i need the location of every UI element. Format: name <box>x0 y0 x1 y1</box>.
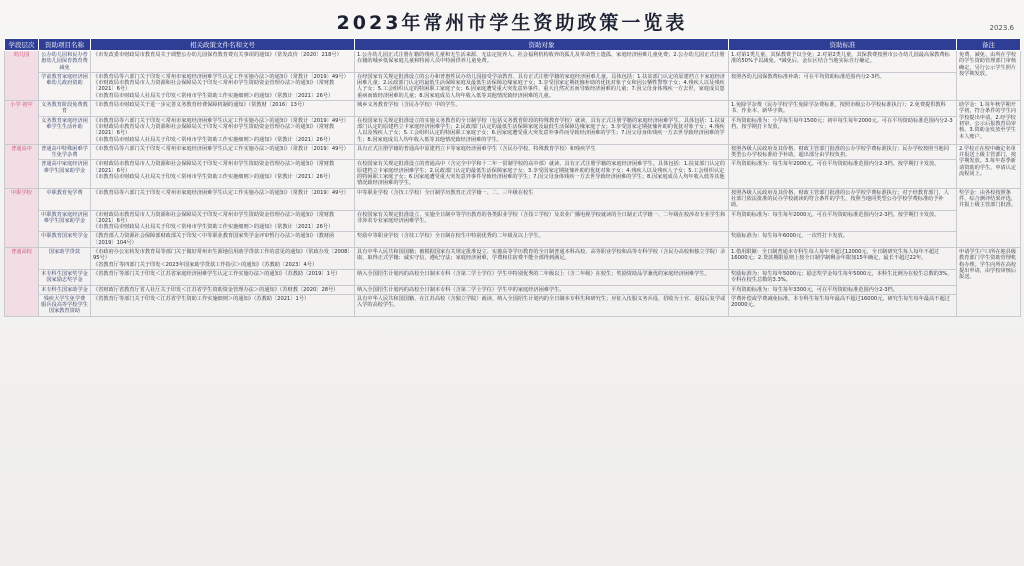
note-cell: 奖学金：由各校按照条件、综合测评结果评选，并报上级主管部门批准。 <box>957 188 1021 247</box>
standard-cell: 平均资助标准为：每生每年3300元，可在平均资助标准范围内分2-3档。 <box>729 285 957 294</box>
standard-cell: 奖励标准为：每生每年5000元；励志奖学金每生每年5000元，本科生比例为在校生总数的3%，专科在校生总数的3.3%。 <box>729 269 957 285</box>
note-cell: 免费、减免、由所在学校的学生资助管理部门审核确定，另行公示学生照片按学期发放。 <box>957 51 1021 101</box>
standard-cell: 按照各幼儿园保教费标准补助；可在平均资助标准范围内分2-3档。 <box>729 72 957 100</box>
standard-cell: 平均资助标准为：每生每年2000元。可在平均资助标准范围内分2-3档。按学期打卡发放。 <box>729 160 957 188</box>
policy-doc: 《市教育局等六部门关于印发＜常州市家庭经济困难学生认定工作实施办法＞的通知》（常教计〔2019〕49号） <box>93 117 349 124</box>
policy-doc: 《市教育局市财政局人社局关于印发＜常州市学生资助工作实施细则＞的通知》（常教计〔2021〕26号） <box>93 92 334 99</box>
policy-cell <box>91 116 355 144</box>
table-row <box>5 232 1021 248</box>
project-cell: 中职教育国家奖学金 <box>39 232 91 248</box>
policy-doc: 《市教育局等六部门关于印发＜常州市家庭经济困难学生认定工作实施办法＞的通知》（常教计〔2019〕49号） <box>93 189 349 196</box>
note-cell: 2.学校正在校中确定名单并报送上级主管部门，按学期发放。3.每年春季新请资助的学生，申请认定流程同上。 <box>957 144 1021 188</box>
standard-cell: 1.对第1类儿童，其保教费予以全免；2.对第2类儿童，其保教费按照市公办幼儿园最高保教费标准的50%予以减免。*减免后，金坛区结合当地实际自行确定。 <box>729 51 957 73</box>
project-cell: 普通高中家庭经济困难学生国家助学金 <box>39 160 91 188</box>
policy-cell <box>91 101 355 117</box>
policy-doc: 《市财政局市教育局市人力资源和社会保障局关于印发＜常州市学生资助资金管理办法＞的通知》（常财教〔2021〕6号） <box>93 161 335 174</box>
target-cell: 在校国家有关规定批准设立的普通高中（含完全中学和十二年一贯制学校的高中部）就读、具有正式注册学籍的家庭经济困难学生。具体包括：1.扶贫部门认定的原建档立卡家庭经济困难学生；2.民政部门认定的最低生活保障家庭子女；3.享受国家定期抚恤补助的优抚对象子女；4.残疾人以及残疾人子女；5.工会组织认定的特困职工家庭子女；6.因家庭遭受重大突发意外事件导致经济困难的学生；7.因父母身体残疾一方去世导致经济困难的学生；8.因家庭成员人均年收入低等其他情况致经济困难的学生。 <box>355 160 729 188</box>
target-cell: 1.公办幼儿园正式注册在籍的残疾儿童和无生活来源、无法定抚养人、社会福利机构收养的孤儿及革命烈士遗孤、家庭经济困难儿童免费；2.公办幼儿园正式注册在籍的城乡低保家庭儿童和特困人员中特困供养儿童免费。 <box>355 51 729 73</box>
standard-cell: 学费补偿或学费减免标准，本专科生每生每年最高不超过16000元，研究生每生每年最高不超过20000元。 <box>729 294 957 316</box>
target-cell: 具有中华人民共和国国籍；被根据国家有关规定批准设立、实施高等学历教育的全日制普通本科高校、高等职业学校和高等专科学校（含民办高校和独立学院）录取，取得正式学籍；诚实守信，遵纪守法；家庭经济困难，学费和住宿费不能全部得到满足。 <box>355 248 729 270</box>
table-row <box>5 188 1021 210</box>
policy-cell <box>91 248 355 270</box>
policy-doc: 《市教育局市财政局人社局关于印发＜常州市学生资助工作实施细则＞的通知》（常教计〔2021〕26号） <box>93 224 334 231</box>
project-cell: 学前教育家庭经济困难幼儿政府资助 <box>39 72 91 100</box>
project-cell: 中职教育家庭经济困难学生国家助学金 <box>39 210 91 232</box>
policy-doc: 《市财政局市教育局市人力资源和社会保障局关于印发＜常州市学生资助资金管理办法＞的通知》（常财教〔2021〕6号） <box>93 123 335 137</box>
project-cell: 中职教育免学费 <box>39 188 91 210</box>
table-row <box>5 285 1021 294</box>
header-project: 资助项目名称 <box>39 39 91 51</box>
policy-doc: 《省教育厅等部门关于印发＜江苏省学生资助工作实施细则＞的通知》（苏教助〔2021〕1号） <box>93 295 310 302</box>
page-title: 2023年常州市学生资助政策一览表 <box>336 12 688 34</box>
note-cell: 申请学生户口所在地县级教育部门学生资助管理机构办理。学生向所在高校提出申请，由学校审核后报送。 <box>957 248 1021 317</box>
table-row <box>5 269 1021 285</box>
standard-cell: 平均资助标准为：每生每年2000元。可在平均资助标准范围内分2-3档。按学期打卡发放。 <box>729 210 957 232</box>
target-cell: 在校国家有关规定批准设立的实施义务教育的全日制学校（包括义务教育阶段的特殊教育学校）就读，具有正式注册学籍的家庭经济困难学生。具体包括：1.扶贫部门认定的原建档立卡家庭经济困难学生；2.民政部门认定的最低生活保障家庭及最低生活保障边缘家庭子女；3.享受国家定期抚恤补助的优抚对象子女；4.残疾人以及残疾人子女；5.工会组织认定的特困职工家庭子女；6.因家庭遭受重大突发意外事件而导致经济困难的学生；7.因父母身体残疾一方去世导致经济困难的学生；8.因家庭成员人均年收入低等其他情况致经济困难的学生。 <box>355 116 729 144</box>
header-target: 资助对象 <box>355 39 729 51</box>
standard-cell: 按照各级人民政府及其价格、财政主管部门批准的公办学校学费标准执行；对于经教育部门、人社部门依法批准的民办学校就读的符合条件的学生，按照当地同类型公办学校学费标准给予补助。 <box>729 188 957 210</box>
policy-doc: 《省财政厅省教育厅省人社厅关于印发＜江苏省学生资助资金管理办法＞的通知》（苏财教〔2020〕28号） <box>93 286 339 293</box>
target-cell: 纳入全国招生计划内的高校全日制本专科（含第二学士学位）学生中特别优秀的二年级以上（含二年级）在校生；奖励资助品学兼优的家庭经济困难学生。 <box>355 269 729 285</box>
table-row <box>5 294 1021 316</box>
level-cell: 小学 初中 <box>5 101 39 145</box>
policy-cell <box>91 285 355 294</box>
table-row <box>5 116 1021 144</box>
level-cell: 幼儿园 <box>5 51 39 101</box>
standard-cell: 奖励标准为：每生每年6000元，一次性打卡发放。 <box>729 232 957 248</box>
policy-doc: 《市教育局等六部门关于印发＜常州市家庭经济困难学生认定工作实施办法＞的通知》（常教计〔2019〕49号） <box>93 73 349 80</box>
policy-cell <box>91 232 355 248</box>
policy-doc: 《市财政局市教育局市人力资源和社会保障局关于印发＜常州市学生资助资金管理办法＞的通知》（常财教〔2021〕6号） <box>93 80 335 93</box>
level-cell: 中职学校 <box>5 188 39 247</box>
policy-cell <box>91 160 355 188</box>
policy-doc: 《教育部人力资源社会保障部财政部关于印发＜中等职业教育国家奖学金评审暂行办法＞的通知》（教财函〔2019〕104号） <box>93 233 335 246</box>
table-row <box>5 210 1021 232</box>
target-cell: 中等职业学校（含技工学校）全日制学历教育正式学籍一、二、三年级在校生 <box>355 188 729 210</box>
policy-cell <box>91 269 355 285</box>
table-row <box>5 248 1021 270</box>
target-cell: 具有中华人民共和国国籍、在江苏高校（含独立学院）就读、纳入全国招生计划内的全日制本专科生和研究生；应征入伍服义务兵役、招收为士官、退役后复学或入学的高校学生。 <box>355 294 729 316</box>
standard-cell: 1.免除学杂费（民办学校学生免除学杂费标准，按照市级公办学校标准执行）；2.免费提供教科书、作业本、新华字典。 <box>729 101 957 117</box>
project-cell: 国家助学贷款 <box>39 248 91 270</box>
date-label: 2023.6 <box>989 24 1014 32</box>
policy-doc: 《省教育厅等部门关于印发＜江苏省家庭经济困难学生认定工作实施办法＞的通知》（苏教助〔2019〕1号） <box>93 270 341 277</box>
policy-doc: 《市教育局市财政局人社局关于印发＜常州市学生资助工作实施细则＞的通知》（常教计〔2021〕26号） <box>93 174 334 181</box>
header-policy: 相关政策文件名和文号 <box>91 39 355 51</box>
standard-cell: 1.借用限额：全日制普通本专科生每人每年不超过12000元，全日制研究生每人每年不超过16000元；2.贷款期限原则上按全日制学制剩余年限加15年确定，最长不超过22年。 <box>729 248 957 270</box>
target-cell: 纳入全国招生计划内的高校全日制本专科（含第二学士学位）学生中的家庭经济困难学生。 <box>355 285 729 294</box>
policy-table <box>4 38 1021 317</box>
project-cell: 本专科生国家奖学金 国家励志奖学金 <box>39 269 91 285</box>
policy-doc: 《市发改委市财政局市教育局关于调整公办幼儿园保育教育费有关事项的通知》（常发改价〔2020〕218号） <box>93 52 342 58</box>
policy-doc: 《市政府办公室转发市教育局等部门关于做好常州市生源地信用助学贷款工作的意见的通知》（常政办发〔2008〕95号） <box>93 249 351 262</box>
header-standard: 资助标准 <box>729 39 957 51</box>
table-row <box>5 101 1021 117</box>
target-cell: 城乡义务教育学校（含民办学校）中的学生。 <box>355 101 729 117</box>
policy-cell <box>91 51 355 73</box>
policy-cell <box>91 72 355 100</box>
project-cell: 本专科生国家助学金 <box>39 285 91 294</box>
project-cell: 义务教育家庭经济困难学生生活补助 <box>39 116 91 144</box>
policy-cell <box>91 210 355 232</box>
project-cell: 残疾大学生免学费 服兵役高等学校学生国家教育资助 <box>39 294 91 316</box>
policy-doc: 《市教育局市财政局关于进一步完善义务教育经费保障机制的通知》（常教财〔2016〕13号） <box>93 102 308 109</box>
target-cell: 在校国家有关规定批准设立、实施全日制中等学历教育的各类职业学校（含技工学校）及农业广播电视学校就读的全日制正式学籍一、二年级在校涉农专业学生和非涉农专业家庭经济困难学生。 <box>355 210 729 232</box>
policy-cell <box>91 144 355 160</box>
standard-cell: 按照各级人民政府及其价格、财政主管部门批准的公办学校学费标准执行；民办学校按照当地同类型公办学校标准给予补助，超出部分由学校负担。 <box>729 144 957 160</box>
header-note: 备注 <box>957 39 1021 51</box>
policy-doc: 《省教育厅等四部门关于印发＜2023年国家助学贷款工作指引＞的通知》（苏教助〔2023〕4号） <box>93 261 318 268</box>
table-row <box>5 160 1021 188</box>
project-cell: 公办幼儿园和民办普惠幼儿园保育教育费减免 <box>39 51 91 73</box>
table-row <box>5 144 1021 160</box>
policy-doc: 《市教育局等六部门关于印发＜常州市家庭经济困难学生认定工作实施办法＞的通知》（常教计〔2019〕49号） <box>93 145 349 152</box>
target-cell: 在经国家有关规定批准设立的公办和普惠性民办幼儿园接受学前教育、具有正式注册学籍的家庭经济困难儿童。具体包括：1.扶贫部门认定的原建档立卡家庭经济困难儿童；2.民政部门认定的最低生活保障家庭及最低生活保障边缘家庭子女；3.享受国家定期抚恤补助的优抚对象子女和因公牺牲警察子女；4.残疾人以及残疾人子女；5.工会组织认定的特困职工家庭子女；6.因家庭遭受重大突发意外事件，重大自然灾害而导致经济困难的儿童；7.因父母身体残疾一方去世，家庭成员患重病而致经济困难的儿童；8.因家庭成员人均年收入低等其他情况致经济困难的儿童。 <box>355 72 729 100</box>
project-cell: 义务教育阶段免费教育 <box>39 101 91 117</box>
note-cell: 助学金：1.每年秋学期开学初，符合条件的学生向学校提出申请。2.经学校初审、公示后报教育局审核。3.资助金发放至学生本人账户。 <box>957 101 1021 145</box>
level-cell: 普通高校 <box>5 248 39 317</box>
level-cell: 普通高中 <box>5 144 39 188</box>
policy-cell <box>91 294 355 316</box>
target-cell: 奖励中等职业学校（含技工学校）全日制在校生中特别优秀的二年级及以上学生。 <box>355 232 729 248</box>
policy-doc: 《市财政局市教育局市人力资源和社会保障局关于印发＜常州市学生资助资金管理办法＞的通知》（常财教〔2021〕6号） <box>93 211 335 224</box>
project-cell: 普通高中特殊困难学生免学杂费 <box>39 144 91 160</box>
table-body <box>5 51 1021 317</box>
table-row <box>5 72 1021 100</box>
header-level: 学段层次 <box>5 39 39 51</box>
standard-cell: 平均资助标准为：小学每生每年1500元；初中每生每年2000元。可在平均资助标准范围内分2-3档。按学期打卡发放。 <box>729 116 957 144</box>
policy-cell <box>91 188 355 210</box>
table-row <box>5 51 1021 73</box>
table-header-row <box>5 39 1021 51</box>
policy-doc: 《市教育局市财政局人社局关于印发＜常州市学生资助工作实施细则＞的通知》（常教计〔2021〕26号） <box>93 136 334 143</box>
target-cell: 具有正式注册学籍的普通高中原建档立卡等家庭经济困难学生（含民办学校、特殊教育学校）和残疾学生 <box>355 144 729 160</box>
